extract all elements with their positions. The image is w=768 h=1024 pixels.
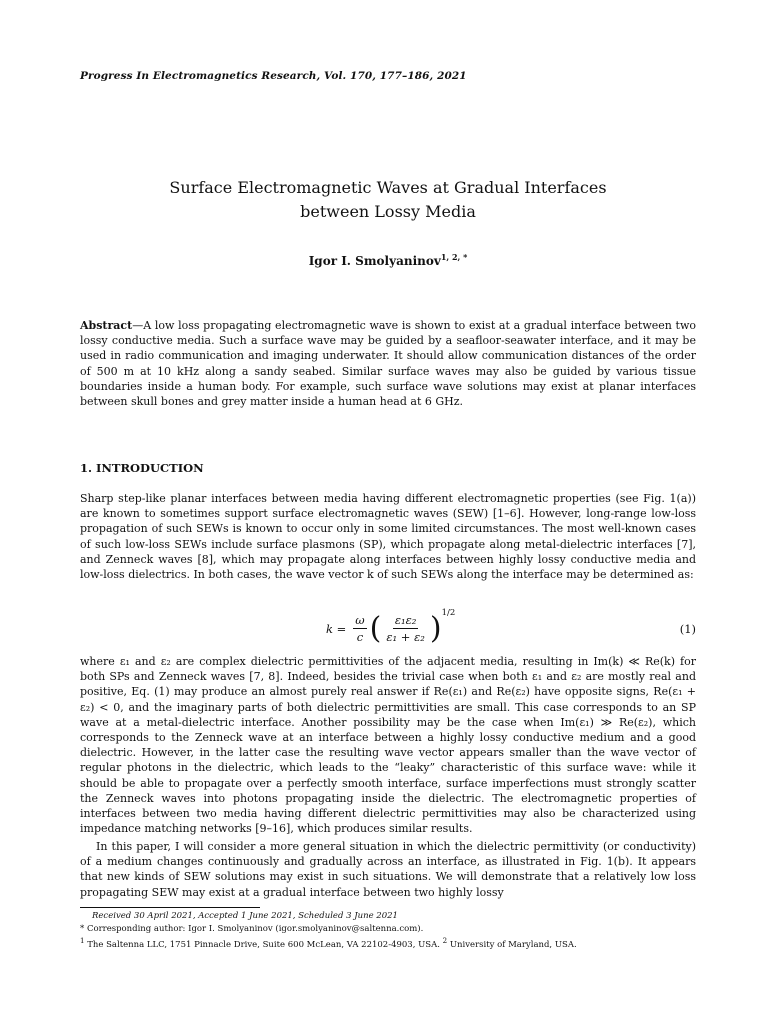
author-name: Igor I. Smolyaninov (308, 254, 441, 268)
section-heading: 1. INTRODUCTION (80, 461, 204, 475)
footnote-rule (80, 907, 260, 908)
affiliation-mark-2: 2 (442, 936, 448, 945)
abstract-text: —A low loss propagating electromagnetic wave is shown to exist at a gradual interface between two lossy conductive media. Such a surface wave may be guided by a seafloor-seawater interface, and it may be used in radio communication and imaging underwater. It should allow communication distances of the order of 500 m at 10 kHz along a sandy seabed. Similar surface waves may also be guided by various tissue boundaries inside a human body. For example, such surface wave solutions may exist at planar interfaces between skull bones and grey matter inside a human head at 6 GHz. (80, 319, 696, 409)
intro-paragraph-1: Sharp step-like planar interfaces between media having different electromagnetic properties (see Fig. 1(a)) are known to sometimes support surface electromagnetic waves (SEW) [1–6]. However, long-range low-loss propagation of such SEWs is known to occur only in some limited circumstances. The most well-known cases of such low-loss SEWs include surface plasmons (SP), which propagate along metal-dielectric interfaces [7], and Zenneck waves [8], which may propagate along interfaces between highly lossy conductive media and low-loss dielectrics. In both cases, the wave vector k of such SEWs along the interface may be determined as: (80, 492, 696, 582)
intro-paragraph-2: where ε₁ and ε₂ are complex dielectric permittivities of the adjacent media, resulting in Im(k) ≪ Re(k) for both SPs and Zenneck waves [7, 8]. Indeed, besides the trivial case when both ε₁ and ε₂ are mostly real and positive, Eq. (1) may produce an almost purely real answer if Re(ε₁) and Re(ε₂) have opposite signs, Re(ε₁ + ε₂) < 0, and the imaginary parts of both dielectric permittivities are small. This case corresponds to an SP wave at a metal-dielectric interface. Another possibility may be the case when Im(ε₁) ≫ Re(ε₂), which corresponds to the Zenneck wave at an interface between a highly lossy conductive medium and a good dielectric. However, in the latter case the resulting wave vector appears smaller than the wave vector of regular photons in the dielectric, which leads to the “leaky” characteristic of this surface wave: while it should be able to propagate over a perfectly smooth interface, surface imperfections must strongly scatter the Zenneck waves into photons propagating inside the dielectric. The electromagnetic properties of interfaces between two media having different dielectric permittivities may also be characterized using impedance matching networks [9–16], which produces similar results. (80, 655, 696, 836)
equation-body (326, 608, 456, 646)
abstract-label: Abstract (80, 319, 133, 332)
left-paren: ( (369, 610, 382, 646)
equation-lhs: k = (326, 621, 347, 636)
received-dates: Received 30 April 2021, Accepted 1 June 2021, Scheduled 3 June 2021 (92, 911, 398, 921)
journal-header: Progress In Electromagnetics Research, Vol. 170, 177–186, 2021 (80, 70, 467, 82)
corresponding-author: * Corresponding author: Igor I. Smolyaninov (igor.smolyaninov@saltenna.com). (80, 923, 424, 934)
affiliations (80, 935, 696, 951)
title-line-2: between Lossy Media (300, 202, 476, 221)
affiliation-2: University of Maryland, USA. (447, 939, 577, 950)
title-line-1: Surface Electromagnetic Waves at Gradual Interfaces (169, 178, 607, 197)
equation-number: (1) (679, 622, 696, 636)
equation-1 (80, 608, 696, 652)
author-affiliation-marks: 1, 2, * (440, 252, 468, 262)
fraction-numerator: ε₁ε₂ (394, 613, 417, 627)
fraction-denominator: ε₁ + ε₂ (386, 630, 425, 644)
footnotes (80, 910, 696, 951)
paper-title (80, 176, 696, 224)
omega: ω (355, 613, 365, 627)
omega-over-c (353, 612, 366, 645)
permittivity-fraction (384, 612, 427, 645)
affiliation-1: The Saltenna LLC, 1751 Pinnacle Drive, Suite 600 McLean, VA 22102-4903, USA. (84, 939, 440, 950)
intro-paragraph-3: In this paper, I will consider a more general situation in which the dielectric permittivity (or conductivity) of a medium changes continuously and gradually across an interface, as illustrated in Fig. 1(b). It appears that new kinds of SEW solutions may exist in such situations. We will demonstrate that a relatively low loss propagating SEW may exist at a gradual interface between two highly lossy (80, 840, 696, 899)
abstract (80, 318, 696, 409)
author-line (80, 252, 696, 268)
c: c (356, 630, 364, 644)
right-paren: ) (429, 610, 442, 646)
equation-power: 1/2 (441, 608, 456, 618)
affiliation-mark-1: 1 (80, 936, 85, 945)
